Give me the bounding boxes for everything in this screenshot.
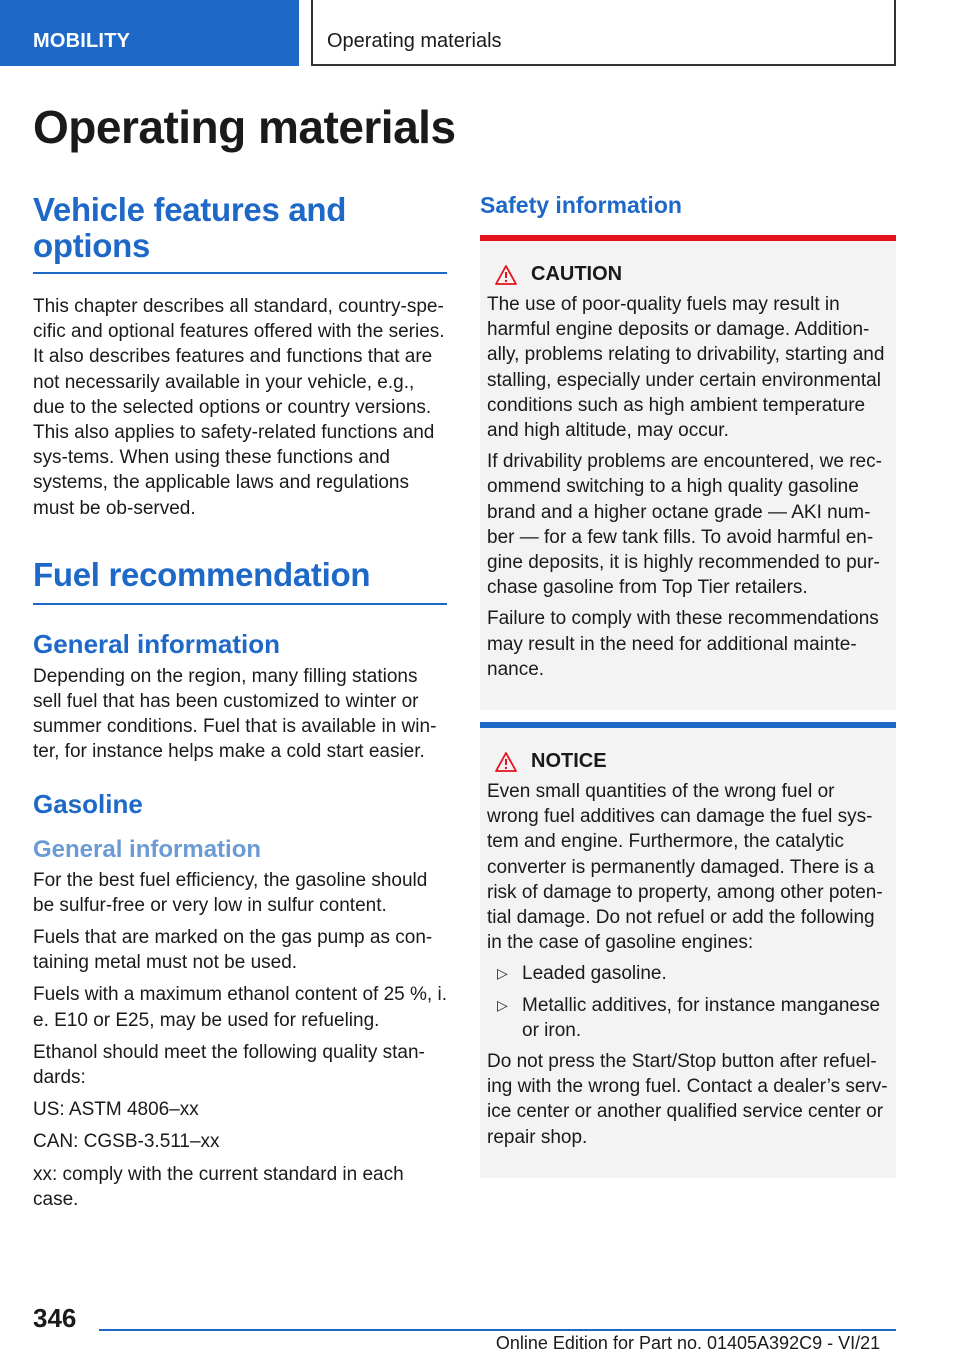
caution-text: If drivability problems are encountered, we rec-ommend switching to a high quality gasoline brand and a higher octane grade — AKI num-ber — for a few tank fills. To avoid harmful en-gine deposits, it is highly recommended to pur-chase gasoline from Top Tier retailers. [487,451,882,599]
features-heading: Vehicle features and options [33,191,347,264]
gasoline-paragraph: Ethanol should meet the following quality stan-dards: [33,1041,425,1089]
notice-text: Do not press the Start/Stop button after refuel-ing with the wrong fuel. Contact a dealer’s serv-ice center or another qualified service center or repair shop. [487,1051,888,1148]
chapter-label: Operating materials [327,30,502,52]
list-item-text: Leaded gasoline. [522,963,667,985]
list-item [487,961,888,986]
gasoline-paragraph: US: ASTM 4806–xx [33,1099,199,1121]
list-item [487,993,888,1043]
right-column [480,192,896,1178]
caution-text: Failure to comply with these recommendations may result in the need for additional mainte-nance. [487,608,879,680]
section-tab [0,0,299,66]
caution-header [487,263,888,286]
gasoline-paragraph: xx: comply with the current standard in each case. [33,1163,404,1210]
gasoline-general-heading: General information [33,835,262,863]
notice-label: NOTICE [531,750,607,773]
edition-note: Online Edition for Part no. 01405A392C9 - VI/21 [495,1333,881,1353]
features-text: This chapter describes all standard, country-spe-cific and optional features offered with the series. It also describes features and functions that are not necessarily available in your vehicle, e.g., due to the selected options or country versions. This also applies to safety-related functions and sys-tems. When using these functions and systems, the applicable laws and regulations must be ob-served. [33,296,445,519]
page-title: Operating materials [33,101,456,153]
chapter-tab [311,0,896,66]
fuel-heading: Fuel recommendation [33,555,371,593]
page-number: 346 [33,1303,77,1333]
notice-box [480,722,896,1178]
section-label: MOBILITY [33,30,131,52]
notice-text: Even small quantities of the wrong fuel or wrong fuel additives can damage the fuel sys-tem and engine. Furthermore, the catalytic converter is permanently damaged. There is a risk of damage to property, among other poten-tial damage. Do not refuel or add the following in the case of gasoline engines: [487,781,883,954]
safety-heading: Safety information [480,192,682,218]
heading-rule [33,272,447,274]
general-heading: General information [33,628,281,659]
gasoline-paragraph: CAN: CGSB-3.511–xx [33,1131,220,1153]
heading-rule [33,603,447,605]
general-text: Depending on the region, many filling stations sell fuel that has been customized to winter or summer conditions. Fuel that is available in win-ter, for instance helps make a cold start easier. [33,665,437,763]
caution-box [480,235,896,710]
notice-header [487,750,888,773]
gasoline-paragraph: Fuels with a maximum ethanol content of 25 %, i. e. E10 or E25, may be used for refueling. [33,984,447,1031]
caution-label: CAUTION [531,263,623,285]
footer-rule [99,1329,896,1331]
caution-text: The use of poor-quality fuels may result in harmful engine deposits or damage. Addition-ally, problems relating to drivability, starting and stalling, especially under certain environmental conditions such as high ambient temperature and high altitude, may occur. [487,294,885,442]
list-item-text: Metallic additives, for instance manganese or iron. [522,994,881,1041]
gasoline-paragraph: For the best fuel efficiency, the gasoline should be sulfur-free or very low in sulfur content. [33,869,428,916]
gasoline-paragraph: Fuels that are marked on the gas pump as con-taining metal must not be used. [33,927,433,974]
warning-triangle-icon [495,752,517,772]
warning-triangle-icon [495,265,517,285]
triangle-right-outline-icon: ▷ [497,996,508,1013]
gasoline-heading: Gasoline [33,788,143,819]
left-column [33,192,447,1212]
triangle-right-outline-icon: ▷ [497,965,508,982]
